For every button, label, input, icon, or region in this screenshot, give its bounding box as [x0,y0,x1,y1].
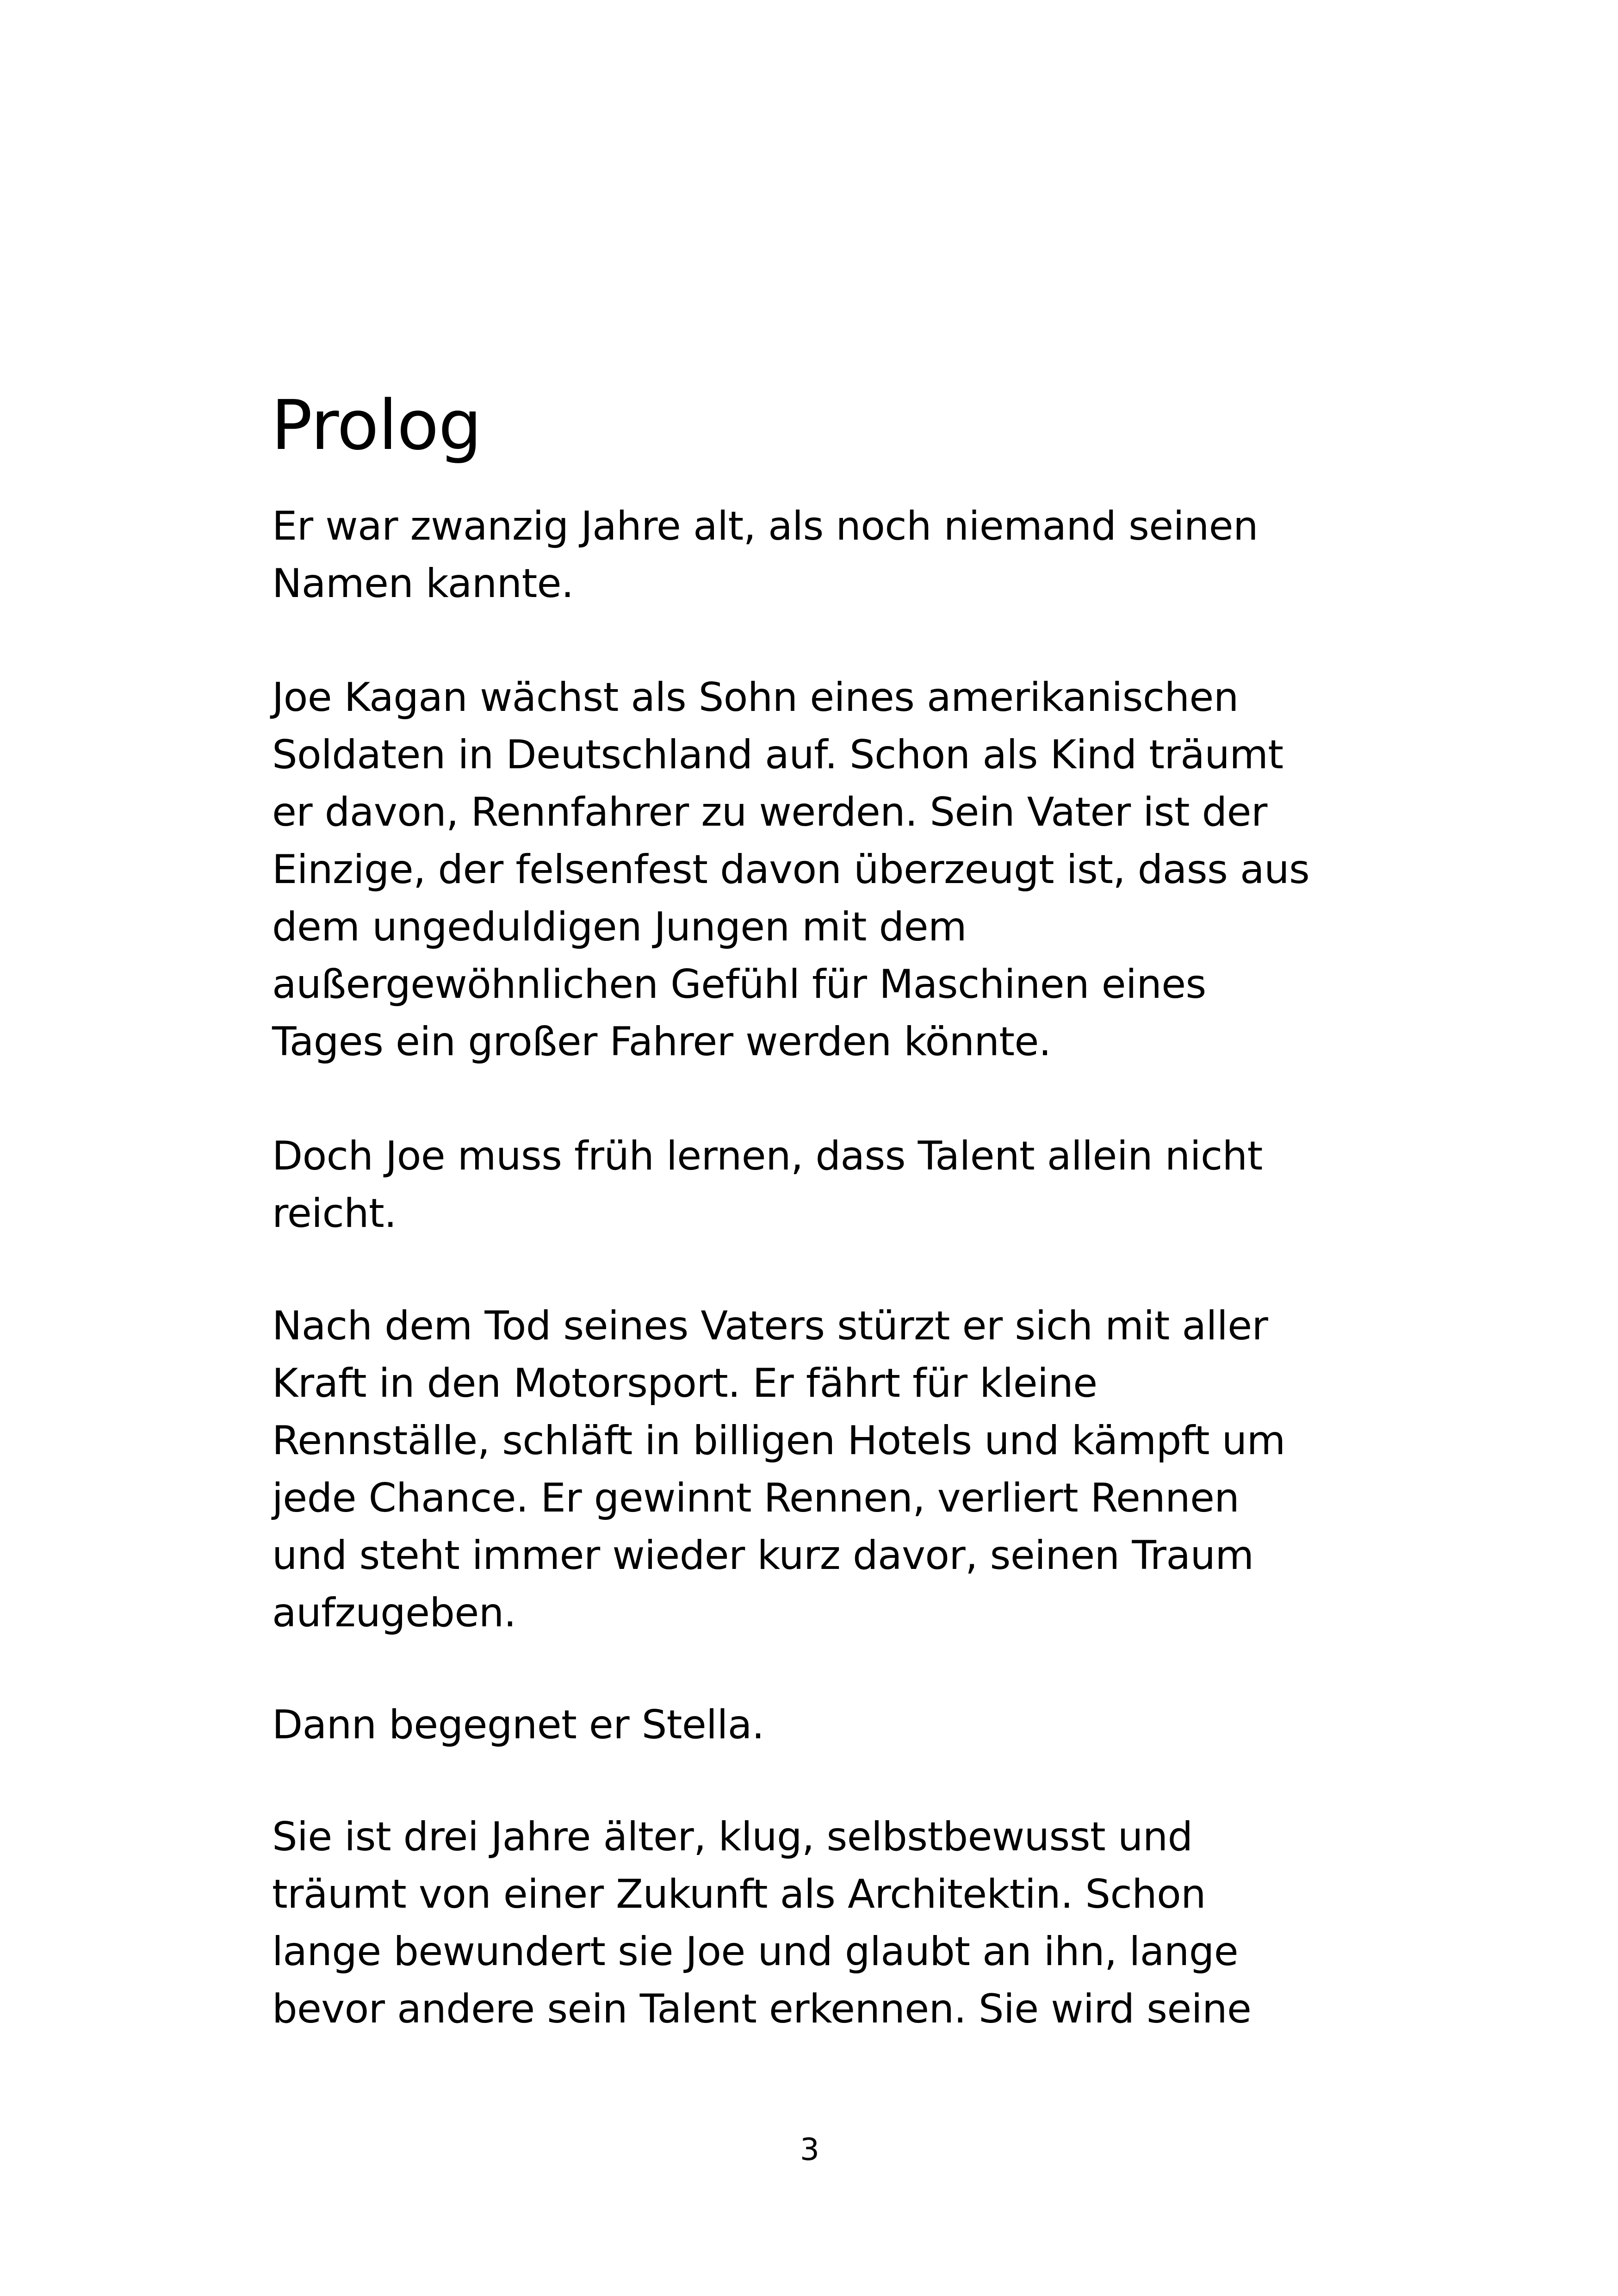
paragraph-line: Soldaten in Deutschland auf. Schon als Kind träumt [272,732,1283,778]
paragraph-line: lange bewundert sie Joe und glaubt an ihn, lange [272,1929,1239,1975]
paragraph-line: reicht. [272,1190,397,1237]
paragraph-4 [272,1297,1392,1642]
paragraph-line: Er war zwanzig Jahre alt, als noch niemand seinen [272,503,1258,549]
paragraph-line: Kraft in den Motorsport. Er fährt für kleine [272,1360,1097,1406]
page-number: 3 [800,2132,819,2167]
paragraph-line: außergewöhnlichen Gefühl für Maschinen eines [272,961,1206,1008]
paragraph-line: Namen kannte. [272,560,574,607]
paragraph-line: er davon, Rennfahrer zu werden. Sein Vater ist der [272,789,1267,835]
paragraph-line: Einzige, der felsenfest davon überzeugt ist, dass aus [272,846,1310,893]
chapter-heading: Prolog [271,386,482,465]
paragraph-3 [272,1127,1392,1242]
paragraph-line: und steht immer wieder kurz davor, seinen Traum [272,1532,1254,1579]
paragraph-line: Joe Kagan wächst als Sohn eines amerikanischen [272,674,1239,721]
paragraph-line: Doch Joe muss früh lernen, dass Talent allein nicht [272,1133,1263,1179]
paragraph-2 [272,669,1392,1070]
paragraph-line: dem ungeduldigen Jungen mit dem [272,904,967,950]
paragraph-line: Sie ist drei Jahre älter, klug, selbstbewusst und [272,1814,1193,1860]
paragraph-line: bevor andere sein Talent erkennen. Sie wird seine [272,1986,1252,2032]
paragraph-line: Nach dem Tod seines Vaters stürzt er sich mit aller [272,1303,1268,1349]
paragraph-line: Rennställe, schläft in billigen Hotels und kämpft um [272,1418,1285,1464]
paragraph-line: Dann begegnet er Stella. [272,1702,764,1748]
paragraph-line: träumt von einer Zukunft als Architektin. Schon [272,1871,1206,1917]
paragraph-6 [272,1808,1392,2038]
paragraph-line: aufzugeben. [272,1590,516,1636]
paragraph-line: Tages ein großer Fahrer werden könnte. [272,1019,1051,1065]
paragraph-1 [272,498,1392,612]
paragraph-line: jede Chance. Er gewinnt Rennen, verliert Rennen [272,1475,1240,1521]
paragraph-5 [272,1696,1392,1754]
